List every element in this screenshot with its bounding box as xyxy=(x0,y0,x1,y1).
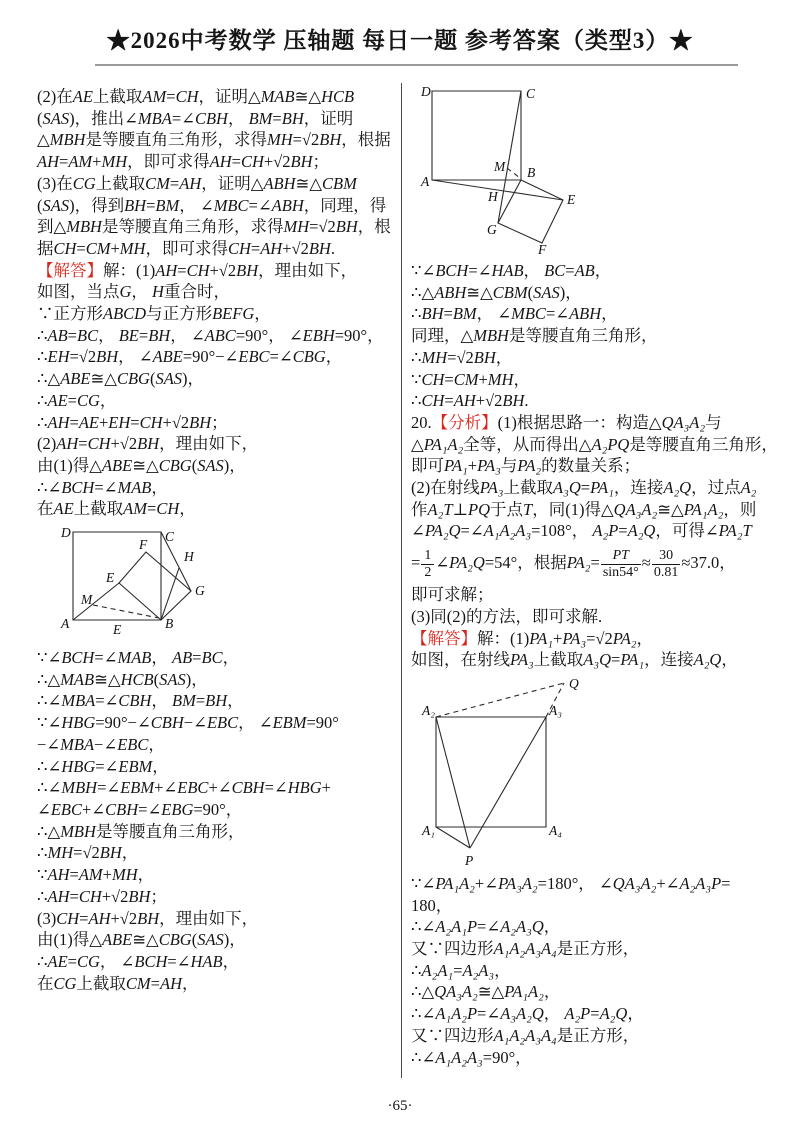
text-line: ∴△MBH是等腰直角三角形， xyxy=(37,821,245,841)
text-line: 在CG上截取CM=AH， xyxy=(37,973,199,993)
svg-text:A₄: A₄ xyxy=(549,822,562,838)
text-line: 同理，△MBH是等腰直角三角形， xyxy=(411,326,658,346)
text-line: ∴∠A₂A₁P=∠A₂A₃Q， xyxy=(411,917,561,937)
text-line: ∵∠PA₁A₂+∠PA₃A₂=180°， ∠QA₃A₂+∠A₂A₃P= xyxy=(411,873,731,893)
text-line: −∠MBA−∠EBC， xyxy=(37,734,165,754)
text-line: ∴AH=CH+√2BH； xyxy=(37,886,167,906)
page-title: ★2026中考数学 压轴题 每日一题 参考答案（类型3）★ xyxy=(106,28,694,53)
text-line: ∴△ABH≅△CBM(SAS)， xyxy=(411,282,582,302)
figure-squares-case2 xyxy=(53,527,221,641)
svg-text:D: D xyxy=(421,84,431,99)
answer-line: 【解答】解：(1)PA₁+PA₃=√2PA₂， xyxy=(411,628,654,648)
svg-text:E: E xyxy=(567,192,576,207)
fraction-30-081: $\frac{30}{0.81}$ xyxy=(653,547,679,580)
answer-tag: 【解答】 xyxy=(37,260,103,280)
text-line: (2)在AE上截取AM=CH，证明△MAB≅△HCB xyxy=(37,87,355,106)
text-line: (2)AH=CH+√2BH，理由如下， xyxy=(37,434,259,454)
svg-text:C: C xyxy=(526,86,536,101)
text-line: ∴MH=√2BH， xyxy=(37,843,139,863)
text-line: 据CH=CM+MH，即可求得CH=AH+√2BH. xyxy=(37,238,335,258)
question-number: 20. xyxy=(411,412,432,432)
text-line: △PA₁A₂全等，从而得出△A₂PQ是等腰直角三角形， xyxy=(411,434,778,454)
text-line: ∴∠A₁A₂A₃=90°， xyxy=(411,1047,532,1067)
analysis-line: 20.【分析】(1)根据思路一：构造△QA₃A₂与 xyxy=(411,412,722,432)
answer-tag: 【解答】 xyxy=(411,628,477,648)
text-line: AH=AM+MH，即可求得AH=CH+√2BH； xyxy=(37,152,329,172)
text-line: ∴CH=AH+√2BH. xyxy=(411,391,529,411)
text-line: 180， xyxy=(411,895,453,915)
svg-text:F: F xyxy=(538,242,547,254)
svg-text:B: B xyxy=(165,616,174,632)
text-line: ∠EBC+∠CBH=∠EBG=90°， xyxy=(37,799,243,819)
text-line: ∴∠MBA=∠CBH， BM=BH， xyxy=(37,691,244,711)
text-line: ∴△MAB≅△HCB(SAS)， xyxy=(37,669,208,689)
svg-text:E: E xyxy=(106,570,115,586)
text-line: 作A₂T⊥PQ于点T，同(1)得△QA₃A₂≅△PA₁A₂，则 xyxy=(411,499,757,519)
text-line: ∴∠A₁A₂P=∠A₃A₂Q， A₂P=A₂Q， xyxy=(411,1004,644,1024)
text-line: ∴∠BCH=∠MAB， xyxy=(37,477,168,497)
svg-text:P: P xyxy=(465,852,474,868)
text-line: 到△MBH是等腰直角三角形，求得MH=√2BH，根 xyxy=(37,217,391,237)
text-line: ∵正方形ABCD与正方形BEFG， xyxy=(37,304,271,324)
text-line: ∵∠BCH=∠HAB， BC=AB， xyxy=(411,261,612,280)
jie-label: 解： xyxy=(477,628,510,648)
text-line: 由(1)得△ABE≅△CBG(SAS)， xyxy=(37,930,246,950)
text-line: 又∵四边形A₁A₂A₃A₄是正方形， xyxy=(411,939,640,959)
text-line: ∵AH=AM+MH， xyxy=(37,865,155,885)
svg-text:A₂: A₂ xyxy=(422,702,435,718)
text-line: (SAS)，得到BH=BM， ∠MBC=∠ABH，同理，得 xyxy=(37,195,387,215)
text-line: ∴AE=CG， xyxy=(37,390,117,410)
svg-text:M: M xyxy=(81,592,93,608)
figure-squares-rotated xyxy=(419,84,583,254)
text-line: 如图，当点G， H重合时， xyxy=(37,282,230,302)
svg-text:D: D xyxy=(61,527,71,541)
text-line: ∴△QA₃A₂≅△PA₁A₂， xyxy=(411,982,561,1002)
text-line: (3)同(2)的方法，即可求解. xyxy=(411,606,603,626)
svg-text:A₃: A₃ xyxy=(549,702,562,718)
text-line: ∴BH=BM， ∠MBC=∠ABH， xyxy=(411,304,618,324)
text-line: 即可PA₁+PA₃与PA₂的数量关系； xyxy=(411,456,641,476)
jie-label: 解： xyxy=(103,260,136,280)
svg-text:C: C xyxy=(165,529,175,545)
text-line: ∴AH=AE+EH=CH+√2BH； xyxy=(37,412,228,432)
svg-text:A: A xyxy=(421,174,430,189)
fraction-half: $\frac{1}{2}$ xyxy=(421,548,434,581)
text-line: ∴△ABE≅△CBG(SAS)， xyxy=(37,369,205,389)
svg-text:H: H xyxy=(488,189,498,204)
text-line: △MBH是等腰直角三角形，求得MH=√2BH，根据 xyxy=(37,130,391,150)
text-line: ∴A₂A₁=A₂A₃， xyxy=(411,960,511,980)
column-divider xyxy=(401,83,402,1078)
text-line: (3)CH=AH+√2BH，理由如下， xyxy=(37,908,259,928)
answer-line: 【解答】解：(1)AH=CH+√2BH，理由如下， xyxy=(37,260,358,280)
text-line: 如图，在射线PA₃上截取A₃Q=PA₁，连接A₂Q， xyxy=(411,650,738,670)
text-line: 又∵四边形A₁A₂A₃A₄是正方形， xyxy=(411,1025,640,1045)
fraction-pt-sin: $\frac{PT}{\sin 54^\circ}$ xyxy=(602,547,639,580)
text-line: ∴∠MBH=∠EBM+∠EBC+∠CBH=∠HBG+ xyxy=(37,778,331,798)
text-line: 在AE上截取AM=CH， xyxy=(37,499,196,519)
text-line: ∵∠BCH=∠MAB， AB=BC， xyxy=(37,648,240,668)
svg-text:M: M xyxy=(494,159,506,174)
text-line: ∴AE=CG， ∠BCH=∠HAB， xyxy=(37,951,240,971)
text-line: ∠PA₂Q=∠A₁A₂A₃=108°， A₂P=A₂Q，可得∠PA₂T xyxy=(411,521,752,541)
text-line: ∵CH=CM+MH， xyxy=(411,369,530,389)
svg-text:A: A xyxy=(61,616,70,632)
svg-text:B: B xyxy=(527,165,536,180)
text-line: (3)在CG上截取CM=AH，证明△ABH≅△CBM xyxy=(37,173,357,193)
page-number: ·65· xyxy=(387,1098,413,1114)
text-line: 即可求解； xyxy=(411,585,494,605)
svg-text:F: F xyxy=(139,537,148,553)
svg-text:Q: Q xyxy=(569,675,579,691)
title-divider xyxy=(95,64,738,66)
text-line: ∴MH=√2BH， xyxy=(411,347,513,367)
text-line: 由(1)得△ABE≅△CBG(SAS)， xyxy=(37,455,246,475)
text-line: ∴AB=BC， BE=BH， ∠ABC=90°， ∠EBH=90°， xyxy=(37,325,384,345)
svg-text:A₁: A₁ xyxy=(422,822,435,838)
right-column xyxy=(411,84,797,1068)
figure-square-a1a2a3a4 xyxy=(421,675,585,871)
text-line: ∵∠HBG=90°−∠CBH−∠EBC， ∠EBM=90° xyxy=(37,713,339,733)
left-column xyxy=(37,86,401,994)
text-line: (SAS)，推出∠MBA=∠CBH， BM=BH，证明 xyxy=(37,108,354,128)
text-line: (2)在射线PA₃上截取A₃Q=PA₁，连接A₂Q，过点A₂ xyxy=(411,478,757,498)
text-line: ∴EH=√2BH， ∠ABE=90°−∠EBC=∠CBG， xyxy=(37,347,343,367)
text-line: ∴∠HBG=∠EBM， xyxy=(37,756,169,776)
svg-text:E: E xyxy=(113,622,122,638)
analysis-tag: 【分析】 xyxy=(431,412,498,432)
svg-text:G: G xyxy=(195,583,205,599)
svg-text:H: H xyxy=(184,549,194,565)
svg-text:G: G xyxy=(487,222,497,237)
fraction-line: = $\frac{1}{2}$ ∠PA₂Q=54°，根据PA₂= $\frac{PT}{\sin 54^\circ}$ ≈ $\frac{30}{0.81}$ ≈37.0， xyxy=(411,547,736,580)
